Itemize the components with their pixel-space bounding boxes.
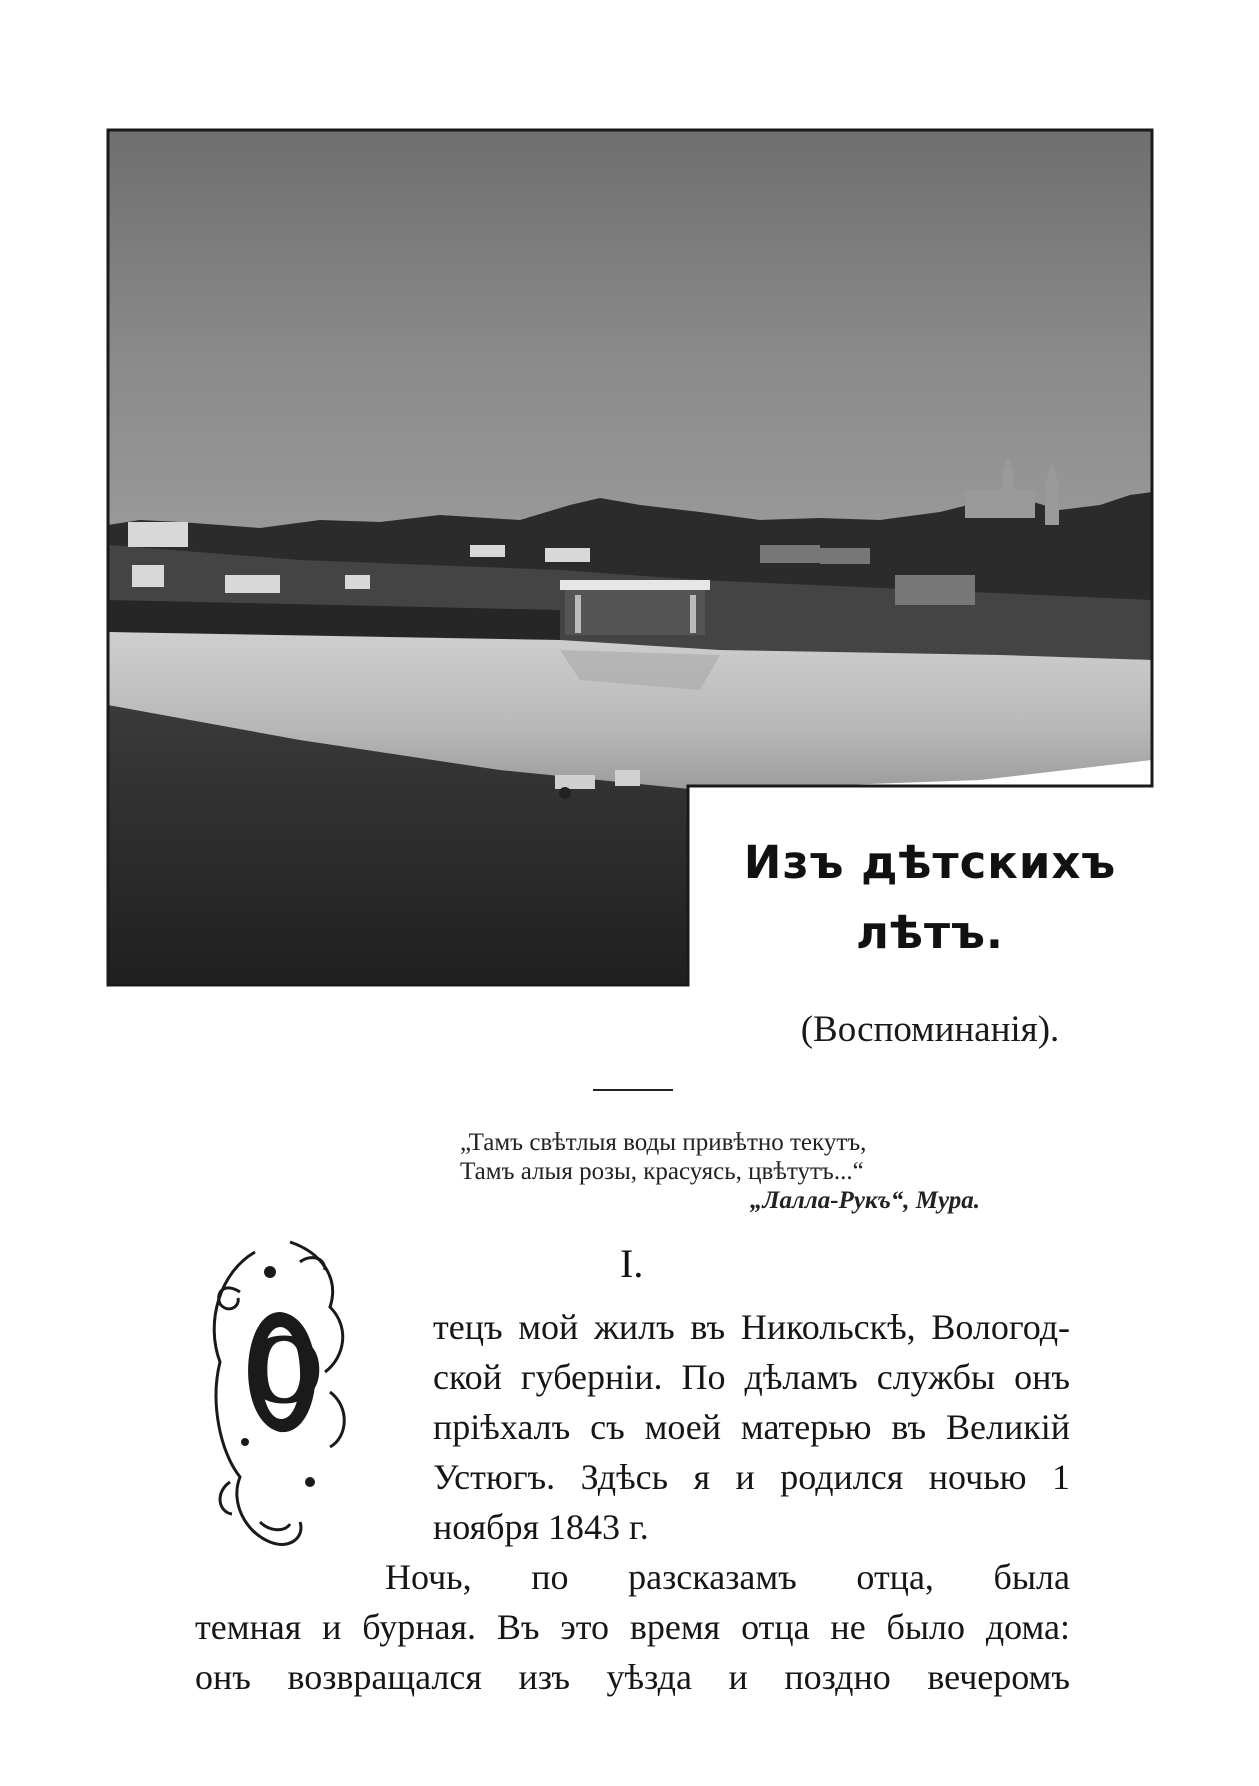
body-line-6: Ночь, по разсказамъ отца, была (385, 1557, 1070, 1597)
epigraph (460, 1128, 1000, 1215)
chapter-number: I. (620, 1241, 644, 1286)
subtitle: (Воспоминанія). (800, 1009, 1060, 1050)
page-title (700, 828, 1160, 968)
epigraph-attribution: „Лалла-Рукъ“, Мура. (749, 1187, 980, 1214)
divider-rule (593, 1089, 673, 1091)
title-line-2: лѣтъ. (855, 906, 1005, 959)
body-line-3: пріѣхалъ съ моей матерью въ Великій (433, 1407, 1070, 1447)
body-line-4: Устюгъ. Здѣсь я и родился ночью 1 (433, 1457, 1070, 1497)
body-line-1: тецъ мой жилъ въ Никольскѣ, Вологод- (433, 1307, 1070, 1347)
body-text (195, 1302, 1070, 1702)
body-line-8: онъ возвращался изъ уѣзда и поздно вечеромъ (195, 1657, 1070, 1697)
body-line-7: темная и бурная. Въ это время отца не было дома: (195, 1607, 1070, 1647)
epigraph-line-2: Тамъ алыя розы, красуясь, цвѣтутъ...“ (460, 1158, 864, 1185)
epigraph-line-1: „Тамъ свѣтлыя воды привѣтно текутъ, (460, 1129, 867, 1156)
body-line-5: ноября 1843 г. (433, 1507, 649, 1547)
drop-cap-letter: О (244, 1318, 324, 1424)
body-line-2: ской губерніи. По дѣламъ службы онъ (433, 1357, 1070, 1397)
title-line-1: Изъ дѣтскихъ (743, 836, 1117, 889)
